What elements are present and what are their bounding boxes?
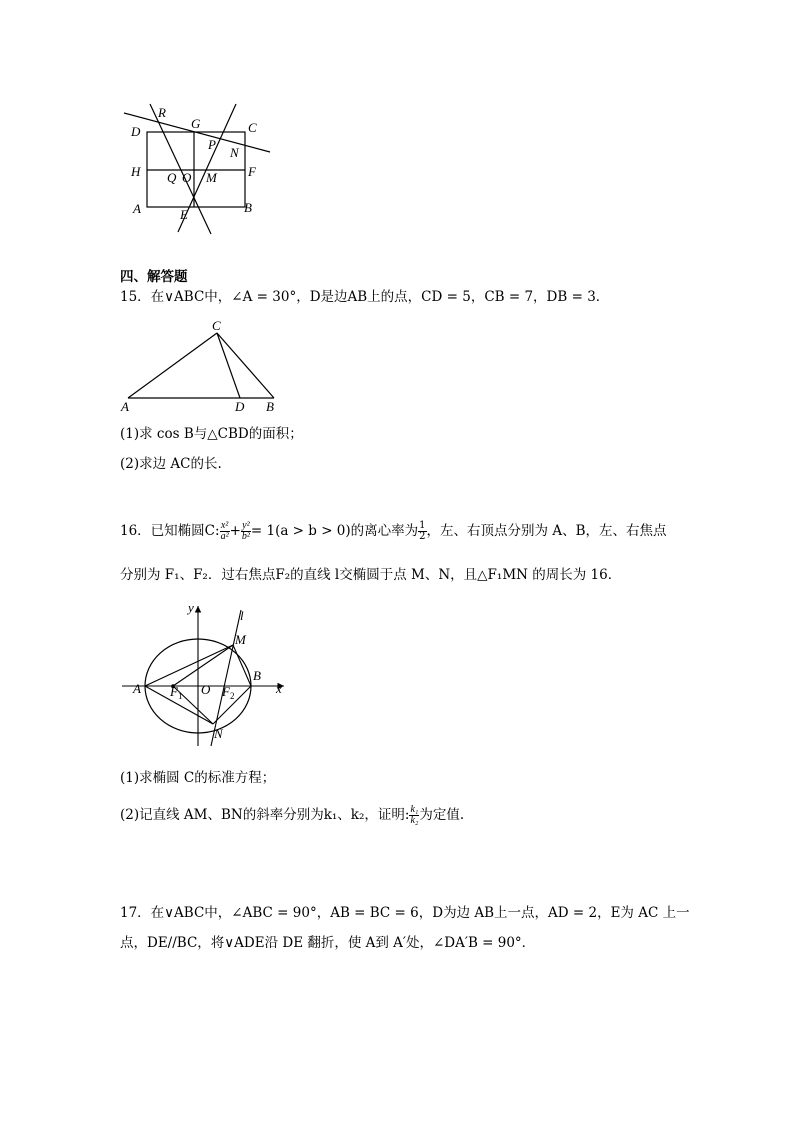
q16-line1-post: ，左、右顶点分别为 A、B，左、右焦点 [426,523,667,539]
fraction-one-half [418,521,426,543]
label-R: R [158,105,166,120]
f1-sub: 1 [177,691,183,701]
label-O: O [182,170,192,185]
q16-line2: 分别为 F₁、F₂．过右焦点F₂的直线 l交椭圆于点 M、N，且△F₁MN 的周长为 16． [120,567,622,583]
label-E: E [180,207,188,222]
ell-label-A: A [133,681,141,696]
frac-y-den: b² [241,531,250,542]
q15-part2: (2)求边 AC的长. [120,456,222,472]
label-C: C [248,120,257,135]
q15-statement: 15．在∨ABC中，∠A = 30°，D是边AB上的点，CD = 5，CB = 7，DB = 3． [120,289,610,305]
frac-x-den: a² [220,531,229,542]
tri-label-D: D [235,399,245,414]
ell-label-M: M [235,632,246,647]
k-num: k₁ [410,803,419,815]
frac-y-num: y² [242,519,250,531]
q16-part1: (1)求椭圆 C的标准方程； [120,770,276,786]
tri-label-C: C [212,318,221,333]
q16-line1-pre: 16．已知椭圆C: [120,523,220,539]
q16-part2-post: 为定值. [419,807,465,823]
q16-line1 [120,518,667,544]
ell-label-y: y [188,600,194,615]
fraction-x2-a2 [220,521,230,543]
ell-label-N: N [214,726,223,741]
label-N: N [230,145,239,160]
label-M: M [206,170,217,185]
ell-label-B: B [253,668,261,683]
tri-label-A: A [121,399,129,414]
f1-main: F [170,684,178,699]
ellipse-figure [118,600,298,750]
ell-label-l: l [240,608,244,623]
f2-main: F [222,684,230,699]
fraction-y2-b2 [241,521,251,543]
ell-label-O: O [201,682,211,697]
label-D: D [131,124,141,139]
frac-x-num: x² [220,519,229,531]
tri-label-B: B [266,399,274,414]
ell-label-x: x [276,681,282,696]
q17-line2: 点，DE//BC，将∨ADE沿 DE 翻折，使 A到 A′处，∠DA′B = 90°． [120,935,536,951]
label-B: B [244,200,252,215]
q16-line1-mid: = 1(a > b > 0)的离心率为 [250,523,419,539]
plus-sign: + [229,523,241,539]
label-F: F [248,164,256,179]
k-den: k₂ [410,815,419,826]
q16-part2-pre: (2)记直线 AM、BN的斜率分别为k₁、k₂，证明: [120,807,410,823]
label-Q: Q [167,170,177,185]
label-H: H [131,164,141,179]
label-P: P [208,137,216,152]
half-num: 1 [419,519,426,531]
q15-part1: (1)求 cos B与△CBD的面积； [120,426,303,442]
fraction-k1-k2 [409,805,419,827]
half-den: 2 [419,531,426,542]
f2-sub: 2 [229,691,235,701]
rectangle-lines-figure [120,100,280,240]
triangle-figure [118,318,286,418]
q16-part2 [120,802,464,828]
label-A: A [133,201,141,216]
section-title: 四、解答题 [120,269,188,285]
label-G: G [191,116,201,131]
q17-line1: 17．在∨ABC中，∠ABC = 90°，AB = BC = 6，D为边 AB上一点，AD = 2，E为 AC 上一 [120,905,690,921]
